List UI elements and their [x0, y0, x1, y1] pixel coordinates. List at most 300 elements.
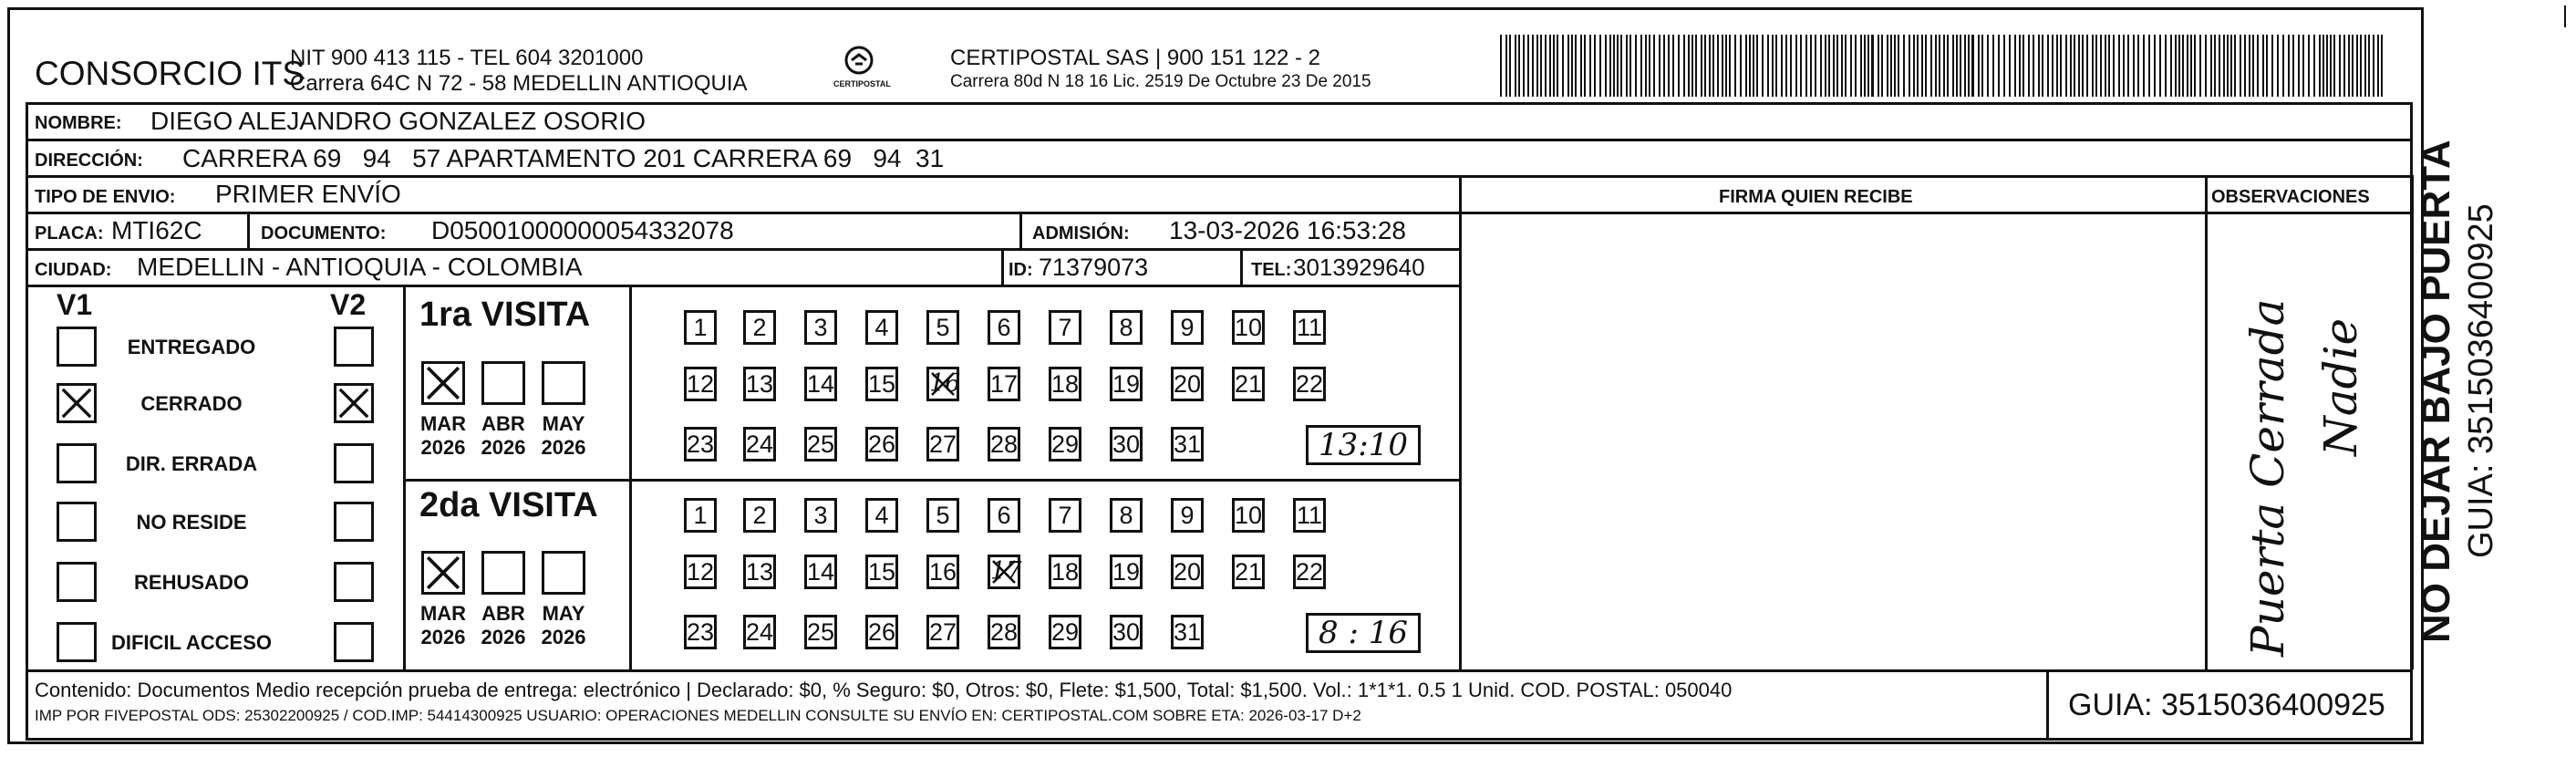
barcode-bar	[2373, 35, 2374, 97]
barcode-bar	[2364, 35, 2366, 97]
x-mark	[424, 554, 462, 592]
barcode-bar	[1557, 35, 1558, 97]
barcode-bar	[1509, 35, 1511, 97]
direccion-value: CARRERA 69 94 57 APARTAMENTO 201 CARRERA 69 94 31	[182, 144, 945, 172]
footer-guia-divider	[2046, 669, 2049, 741]
first-visit-day-box: 30	[1110, 427, 1143, 461]
second-visit-month-label	[536, 602, 591, 650]
barcode-bar	[1828, 35, 1830, 97]
second-visit-day-box: 20	[1171, 555, 1204, 589]
barcode-bar	[1678, 35, 1680, 97]
barcode-bar	[1532, 35, 1534, 97]
certipostal-logo	[832, 42, 886, 97]
observaciones-header: OBSERVACIONES	[2211, 187, 2370, 207]
barcode-bar	[1505, 35, 1507, 97]
barcode-bar	[1562, 35, 1564, 97]
barcode-bar	[1871, 35, 1874, 97]
second-visit-day-box: 8	[1110, 498, 1143, 533]
status-label: ENTREGADO	[127, 336, 256, 358]
company-name: CONSORCIO ITS	[35, 55, 305, 92]
admision-label: ADMISIÓN:	[1032, 223, 1130, 244]
first-visit-day-box: 17	[988, 367, 1020, 401]
barcode-bar	[1553, 35, 1555, 97]
first-visit-title: 1ra VISITA	[419, 296, 591, 334]
first-visit-day-box: 15	[865, 367, 898, 401]
barcode-bar	[2019, 35, 2021, 97]
barcode-bar	[2313, 35, 2315, 97]
barcode-bar	[2230, 35, 2232, 97]
barcode-bar	[1947, 35, 1949, 97]
footer-line	[26, 669, 2413, 672]
first-visit-day-box: 19	[1110, 367, 1143, 401]
barcode-bar	[2343, 35, 2345, 97]
barcode-bar	[1749, 35, 1751, 97]
barcode-bar	[1815, 35, 1816, 97]
barcode-bar	[1599, 35, 1601, 97]
barcode-bar	[1956, 35, 1958, 97]
second-visit-day-box: 24	[743, 615, 776, 649]
barcode-bar	[2368, 35, 2370, 97]
second-visit-month-year: 2026	[481, 626, 526, 649]
first-visit-day-box: 12	[684, 367, 717, 401]
first-visit-day-box: 13	[743, 367, 776, 401]
barcode-bar	[2092, 35, 2094, 97]
barcode-bar	[2223, 35, 2225, 97]
barcode-bar	[2323, 35, 2324, 97]
barcode-bar	[1688, 35, 1690, 97]
first-visit-month-year: 2026	[420, 436, 466, 460]
barcode-bar	[2052, 35, 2054, 97]
row-line	[26, 248, 1462, 251]
barcode-bar	[2003, 35, 2005, 97]
barcode-bar	[2257, 35, 2259, 97]
status-label: DIR. ERRADA	[125, 452, 258, 475]
barcode-bar	[1909, 35, 1910, 97]
admision-value: 13-03-2026 16:53:28	[1169, 216, 1406, 244]
direccion-label: DIRECCIÓN:	[35, 150, 143, 171]
second-visit-day-box: 2	[743, 498, 776, 533]
barcode-bar	[1712, 35, 1714, 97]
barcode-bar	[1894, 35, 1896, 97]
status-v2-checkbox	[334, 502, 374, 542]
barcode-bar	[1820, 35, 1822, 97]
second-visit-month-checkbox	[542, 551, 585, 595]
second-visit-month-checkbox	[421, 551, 465, 595]
barcode-bar	[2074, 35, 2075, 97]
status-v2-checkbox	[334, 327, 374, 367]
v1-header: V1	[57, 288, 93, 321]
barcode-bar	[2148, 35, 2150, 97]
barcode-bar	[1740, 35, 1742, 97]
barcode-bar	[1890, 35, 1892, 97]
status-label: REHUSADO	[134, 571, 249, 594]
footer-content: Contenido: Documentos Medio recepción prueba de entrega: electrónico | Declarado: $0, % Seguro: $0, Otros: $0, Flete: $1,500, Total: $1,500. Vol.: 1*1*1. 0.5 1 Unid. COD. POSTAL: 050040	[35, 679, 1733, 701]
second-visit-day-box: 29	[1049, 615, 1081, 649]
barcode-bar	[1860, 35, 1862, 97]
barcode-bar	[2219, 35, 2220, 97]
barcode-bar	[2127, 35, 2129, 97]
first-visit-day-box: 29	[1049, 427, 1081, 461]
barcode-bar	[2227, 35, 2229, 97]
barcode-bar	[2339, 35, 2341, 97]
first-visit-day-box: 16	[926, 367, 959, 401]
barcode-bar	[1987, 35, 1989, 97]
barcode-bar	[1756, 35, 1758, 97]
barcode-bar	[2352, 35, 2354, 97]
barcode-bar	[1701, 35, 1702, 97]
edge-mark	[2564, 5, 2566, 27]
second-visit-day-box: 26	[865, 615, 898, 649]
barcode-bar	[1795, 35, 1797, 97]
first-visit-day-box: 14	[804, 367, 837, 401]
first-visit-month-name: ABR	[481, 412, 525, 435]
second-visit-time: 8 : 16	[1306, 613, 1421, 653]
second-visit-day-box: 19	[1110, 555, 1143, 589]
barcode-bar	[1968, 35, 1970, 97]
second-visit-day-box: 16	[926, 555, 959, 589]
barcode-bar	[2065, 35, 2067, 97]
barcode-bar	[1575, 35, 1577, 97]
row-line	[26, 139, 2413, 141]
barcode-bar	[1691, 35, 1693, 97]
status-v2-checkbox	[334, 562, 374, 602]
x-mark	[990, 557, 1018, 586]
second-visit-day-box: 25	[804, 615, 837, 649]
barcode-bar	[2175, 35, 2177, 97]
col-line	[629, 285, 632, 669]
barcode-bar	[2095, 35, 2097, 97]
second-visit-day-box: 30	[1110, 615, 1143, 649]
barcode-bar	[2240, 35, 2241, 97]
first-visit-time: 13:10	[1306, 425, 1421, 465]
first-visit-day-box: 31	[1171, 427, 1204, 461]
x-mark	[424, 364, 462, 402]
second-visit-day-box: 12	[684, 555, 717, 589]
barcode-bar	[1609, 35, 1611, 97]
barcode-bar	[1515, 35, 1516, 97]
barcode-bar	[1729, 35, 1731, 97]
barcode-bar	[1695, 35, 1697, 97]
second-visit-day-box: 11	[1293, 498, 1326, 533]
barcode-bar	[1540, 35, 1542, 97]
barcode-bar	[1881, 35, 1883, 97]
barcode-bar	[1653, 35, 1655, 97]
barcode-bar	[1939, 35, 1940, 97]
first-visit-month-year: 2026	[541, 436, 586, 460]
second-visit-day-box: 1	[684, 498, 717, 533]
barcode-bar	[1810, 35, 1812, 97]
barcode-bar	[1635, 35, 1637, 97]
barcode-bar	[1790, 35, 1792, 97]
documento-value: D05001000000054332078	[431, 216, 734, 244]
side-no-dejar: NO DEJAR BAJO PUERTA	[2414, 140, 2458, 643]
barcode-bar	[2133, 35, 2135, 97]
barcode-bar	[1717, 35, 1719, 97]
barcode-bar	[2165, 35, 2167, 97]
col-line	[1459, 175, 1462, 669]
second-visit-day-box: 22	[1293, 555, 1326, 589]
first-visit-day-box: 22	[1293, 367, 1326, 401]
barcode-bar	[1845, 35, 1847, 97]
barcode-bar	[2056, 35, 2058, 97]
first-visit-day-box: 10	[1232, 310, 1265, 345]
barcode-bar	[2028, 35, 2030, 97]
barcode-bar	[2113, 35, 2115, 97]
second-visit-day-box: 9	[1171, 498, 1204, 533]
barcode-bar	[2082, 35, 2084, 97]
second-visit-day-box: 21	[1232, 555, 1265, 589]
footer-guia: GUIA: 3515036400925	[2068, 688, 2385, 722]
barcode-bar	[1964, 35, 1966, 97]
barcode-bar	[2277, 35, 2279, 97]
second-visit-day-box: 18	[1049, 555, 1081, 589]
barcode-bar	[1709, 35, 1711, 97]
barcode-bar	[1767, 35, 1769, 97]
barcode-bar	[1935, 35, 1937, 97]
first-visit-month-label	[416, 412, 471, 461]
barcode-bar	[2302, 35, 2304, 97]
second-visit-day-box: 15	[865, 555, 898, 589]
barcode-bar	[1960, 35, 1961, 97]
barcode-bar	[1620, 35, 1622, 97]
first-visit-day-box: 5	[926, 310, 959, 345]
barcode-bar	[2060, 35, 2062, 97]
barcode-bar	[1753, 35, 1754, 97]
barcode-bar	[1833, 35, 1835, 97]
row-line	[2043, 212, 2413, 214]
barcode-bar	[1913, 35, 1915, 97]
first-visit-day-box: 24	[743, 427, 776, 461]
barcode-bar	[2105, 35, 2106, 97]
x-mark	[336, 386, 371, 420]
barcode-bar	[2023, 35, 2024, 97]
barcode-bar	[2070, 35, 2072, 97]
barcode-bar	[1867, 35, 1869, 97]
barcode-bar	[1605, 35, 1607, 97]
barcode-bar	[1775, 35, 1777, 97]
row-line	[26, 285, 1462, 287]
barcode-bar	[2170, 35, 2172, 97]
barcode-bar	[1629, 35, 1631, 97]
id-label: ID:	[1009, 260, 1033, 280]
barcode-bar	[1978, 35, 1980, 97]
barcode-bar	[1943, 35, 1945, 97]
barcode-bar	[1855, 35, 1857, 97]
barcode-bar	[1952, 35, 1954, 97]
first-visit-month-checkbox	[421, 361, 465, 405]
first-visit-month-year: 2026	[481, 436, 526, 460]
barcode-bar	[1567, 35, 1569, 97]
barcode-bar	[2009, 35, 2011, 97]
barcode-bar	[2333, 35, 2335, 97]
barcode-bar	[1663, 35, 1665, 97]
barcode-bar	[1800, 35, 1802, 97]
barcode-bar	[2143, 35, 2145, 97]
barcode-bar	[1825, 35, 1826, 97]
barcode-bar	[1864, 35, 1866, 97]
first-visit-day-box: 18	[1049, 367, 1081, 401]
observaciones-handwriting-1: Puerta Cerrada	[2241, 298, 2294, 657]
tipo-envio-label: TIPO DE ENVIO:	[35, 187, 176, 207]
barcode-bar	[1523, 35, 1525, 97]
barcode-bar	[1836, 35, 1838, 97]
first-visit-day-box: 6	[988, 310, 1020, 345]
placa-value: MTI62C	[111, 216, 202, 244]
second-visit-month-name: MAY	[542, 602, 585, 625]
second-visit-month-name: ABR	[481, 602, 525, 625]
barcode-bar	[2319, 35, 2321, 97]
barcode-bar	[2381, 35, 2383, 97]
barcode-bar	[1584, 35, 1586, 97]
placa-label: PLACA:	[35, 223, 104, 244]
barcode-bar	[1925, 35, 1927, 97]
nombre-label: NOMBRE:	[35, 113, 122, 133]
barcode-bar	[2356, 35, 2358, 97]
barcode-bar	[1898, 35, 1899, 97]
barcode-bar	[1921, 35, 1923, 97]
ciudad-label: CIUDAD:	[35, 260, 112, 280]
barcode-bar	[1659, 35, 1660, 97]
logo-caption: CERTIPOSTAL	[833, 79, 891, 88]
first-visit-day-box: 1	[684, 310, 717, 345]
barcode-bar	[1785, 35, 1787, 97]
first-visit-month-name: MAY	[542, 412, 585, 435]
status-v2-checkbox	[334, 622, 374, 662]
barcode-bar	[1626, 35, 1628, 97]
col-line	[1001, 248, 1004, 285]
second-visit-month-year: 2026	[420, 626, 466, 649]
barcode-bar	[2214, 35, 2216, 97]
barcode-bar	[2100, 35, 2102, 97]
barcode-bar	[2266, 35, 2268, 97]
col-line	[1240, 248, 1243, 285]
x-mark	[929, 369, 957, 399]
second-visit-day-box: 4	[865, 498, 898, 533]
ciudad-value: MEDELLIN - ANTIOQUIA - COLOMBIA	[137, 253, 583, 281]
status-label: CERRADO	[140, 392, 243, 415]
col-line	[1019, 212, 1022, 248]
barcode-bar	[1734, 35, 1736, 97]
side-guia: GUIA: 3515036400925	[2462, 203, 2500, 558]
first-visit-day-box: 11	[1293, 310, 1326, 345]
observaciones-handwriting-2: Nadie	[2314, 317, 2367, 456]
col-line	[2205, 175, 2208, 669]
certipostal-line2: Carrera 80d N 18 16 Lic. 2519 De Octubre 23 De 2015	[950, 72, 1371, 91]
barcode-bar	[2108, 35, 2110, 97]
second-visit-day-box: 31	[1171, 615, 1204, 649]
barcode-bar	[2292, 35, 2294, 97]
firma-header: FIRMA QUIEN RECIBE	[1719, 187, 1913, 207]
barcode-bar	[1589, 35, 1591, 97]
barcode-bar	[1805, 35, 1807, 97]
barcode-bar	[1887, 35, 1888, 97]
barcode-bar	[1704, 35, 1706, 97]
documento-label: DOCUMENTO:	[261, 223, 387, 244]
first-visit-day-box: 3	[804, 310, 837, 345]
barcode-bar	[2271, 35, 2273, 97]
second-visit-day-box: 14	[804, 555, 837, 589]
barcode-bar	[1518, 35, 1520, 97]
second-visit-month-year: 2026	[541, 626, 586, 649]
second-visit-day-box: 27	[926, 615, 959, 649]
barcode-bar	[2190, 35, 2192, 97]
first-visit-month-label	[536, 412, 591, 461]
first-visit-month-checkbox	[542, 361, 585, 405]
barcode-bar	[2282, 35, 2284, 97]
barcode-bar	[1527, 35, 1529, 97]
id-value: 71379073	[1039, 254, 1149, 281]
second-visit-day-box: 28	[988, 615, 1020, 649]
barcode-bar	[1981, 35, 1983, 97]
first-visit-day-box: 4	[865, 310, 898, 345]
barcode-bar	[1580, 35, 1582, 97]
barcode-bar	[2154, 35, 2156, 97]
tipo-envio-value: PRIMER ENVÍO	[215, 180, 401, 208]
footer-imp: IMP POR FIVEPOSTAL ODS: 25302200925 / COD.IMP: 54414300925 USUARIO: OPERACIONES MEDELLIN CONSULTE SU ENVÍO EN: CERTIPOSTAL.COM SOBRE ETA: 2026-03-17 D+2	[35, 707, 1361, 724]
barcode-bar	[1536, 35, 1538, 97]
first-visit-month-name: MAR	[419, 412, 467, 435]
barcode-bar	[2348, 35, 2350, 97]
barcode-bar	[2308, 35, 2310, 97]
second-visit-day-box: 10	[1232, 498, 1265, 533]
barcode-bar	[1640, 35, 1642, 97]
barcode-bar	[1683, 35, 1685, 97]
barcode-bar	[1903, 35, 1905, 97]
second-visit-day-box: 17	[988, 555, 1020, 589]
barcode-bar	[1594, 35, 1596, 97]
certipostal-line1: CERTIPOSTAL SAS | 900 151 122 - 2	[950, 46, 1320, 70]
barcode-bar	[1917, 35, 1919, 97]
barcode-bar	[2199, 35, 2201, 97]
first-visit-day-box: 26	[865, 427, 898, 461]
barcode-bar	[2288, 35, 2290, 97]
tel-value: 3013929640	[1293, 254, 1425, 281]
row-line	[26, 175, 2413, 178]
second-visit-day-box: 23	[684, 615, 717, 649]
barcode-bar	[1672, 35, 1674, 97]
barcode-bar	[1617, 35, 1619, 97]
barcode-bar	[1725, 35, 1727, 97]
first-visit-day-box: 23	[684, 427, 717, 461]
barcode-bar	[1668, 35, 1670, 97]
first-visit-day-box: 9	[1171, 310, 1204, 345]
barcode-bar	[2298, 35, 2300, 97]
barcode-bar	[1645, 35, 1647, 97]
first-visit-day-box: 20	[1171, 367, 1204, 401]
barcode-bar	[2042, 35, 2043, 97]
barcode-bar	[2262, 35, 2264, 97]
barcode-bar	[2033, 35, 2034, 97]
v2-header: V2	[330, 288, 367, 321]
barcode-bar	[1571, 35, 1573, 97]
barcode-bar	[2252, 35, 2254, 97]
barcode-bar	[1745, 35, 1747, 97]
barcode-bar	[1549, 35, 1551, 97]
barcode-bar	[2360, 35, 2362, 97]
status-label: NO RESIDE	[136, 511, 247, 534]
barcode-bar	[2078, 35, 2080, 97]
col-line	[403, 285, 406, 669]
second-visit-month-label	[416, 602, 471, 650]
barcode-bar	[1545, 35, 1547, 97]
barcode-bar	[2137, 35, 2139, 97]
barcode-bar	[2182, 35, 2184, 97]
barcode-bar	[2159, 35, 2161, 97]
second-visit-day-box: 3	[804, 498, 837, 533]
barcode-bar	[2244, 35, 2246, 97]
second-visit-day-box: 5	[926, 498, 959, 533]
barcode-bar	[2014, 35, 2016, 97]
